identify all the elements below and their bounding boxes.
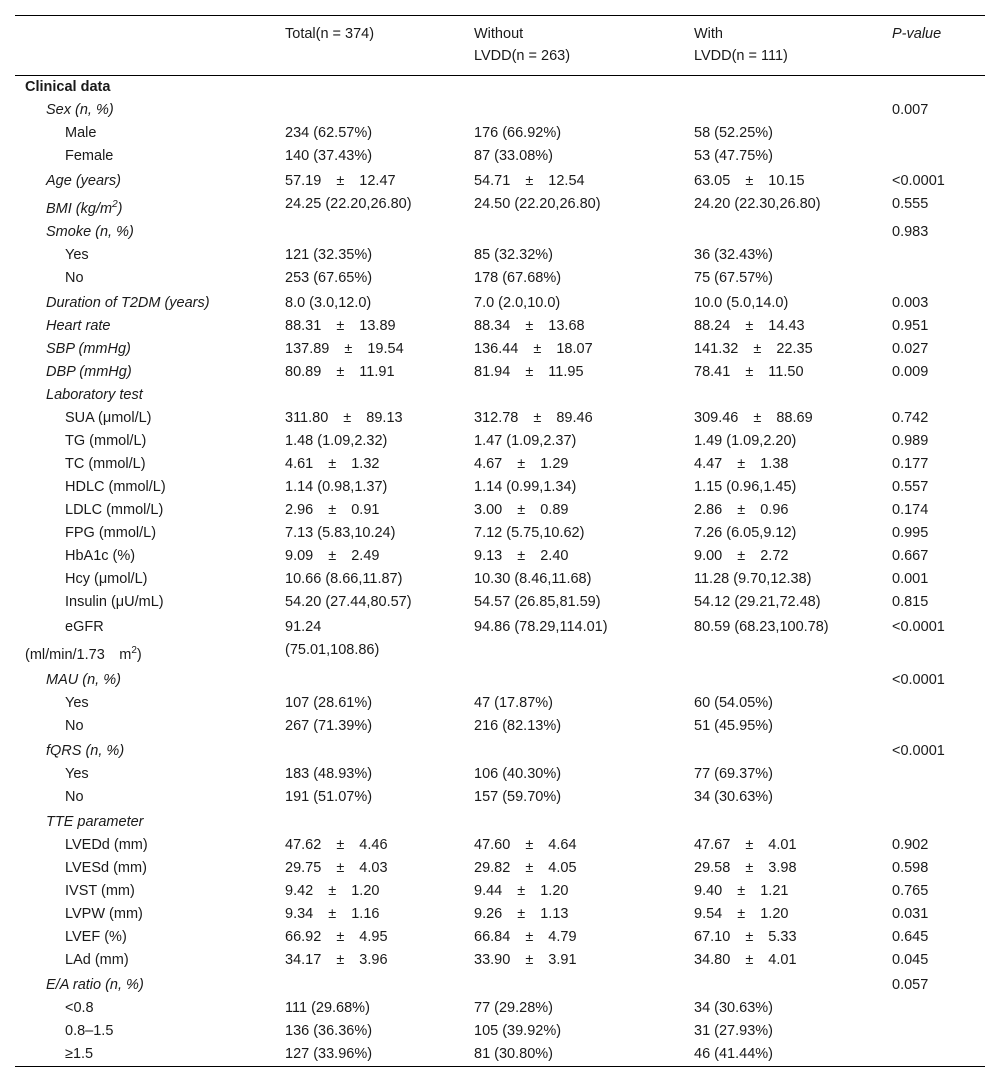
header-without-line2: LVDD(n = 263) <box>474 48 571 64</box>
cell-p: 0.045 <box>892 951 929 968</box>
clinical-characteristics-table-wrapper <box>15 15 985 1067</box>
cell-with: 58 (52.25%) <box>694 125 773 141</box>
cell-without: 7.0 (2.0,10.0) <box>474 294 561 311</box>
table-row <box>15 763 985 786</box>
header-total <box>281 16 470 76</box>
cell-without: 81.94 ± 11.95 <box>474 363 584 380</box>
cell-without: 66.84 ± 4.79 <box>474 928 577 945</box>
cell-p: <0.0001 <box>892 671 945 688</box>
cell-with: 309.46 ± 88.69 <box>694 409 813 426</box>
cell-p <box>888 763 985 786</box>
cell-p <box>888 715 985 738</box>
cell-total: 54.20 (27.44,80.57) <box>285 593 412 610</box>
cell-p: 0.951 <box>892 317 929 334</box>
cell-p <box>888 122 985 145</box>
cell-with <box>690 384 888 407</box>
row-label: Sex (n, %) <box>46 102 114 118</box>
cell-total: 183 (48.93%) <box>285 765 373 782</box>
cell-without: 9.13 ± 2.40 <box>474 547 569 564</box>
table-row <box>15 267 985 290</box>
cell-total: 7.13 (5.83,10.24) <box>285 524 396 541</box>
cell-p: 0.057 <box>892 976 929 993</box>
cell-with <box>690 972 888 997</box>
cell-total: 253 (67.65%) <box>285 269 373 286</box>
cell-total <box>281 99 470 122</box>
table-row <box>15 453 985 476</box>
cell-with: 24.20 (22.30,26.80) <box>694 196 821 212</box>
table-row <box>15 692 985 715</box>
table-row <box>15 1043 985 1067</box>
cell-p: 0.001 <box>892 570 929 587</box>
cell-with <box>690 738 888 763</box>
table-row <box>15 315 985 338</box>
cell-total <box>281 667 470 692</box>
table-row <box>15 614 985 667</box>
cell-with: 88.24 ± 14.43 <box>694 317 805 334</box>
cell-total: 9.34 ± 1.16 <box>285 905 380 922</box>
cell-p <box>888 145 985 168</box>
cell-without: 7.12 (5.75,10.62) <box>474 524 585 541</box>
cell-p: 0.027 <box>892 340 929 357</box>
cell-total: 34.17 ± 3.96 <box>285 951 388 968</box>
row-label: Male <box>65 125 97 141</box>
cell-with: 47.67 ± 4.01 <box>694 836 797 853</box>
row-label: No <box>65 269 84 286</box>
cell-with: 9.00 ± 2.72 <box>694 547 789 564</box>
cell-total <box>281 384 470 407</box>
cell-without: 9.44 ± 1.20 <box>474 882 569 899</box>
header-with-line2: LVDD(n = 111) <box>694 48 788 64</box>
cell-with: 34 (30.63%) <box>694 999 773 1016</box>
cell-total: 24.25 (22.20,26.80) <box>285 196 412 212</box>
cell-without: 29.82 ± 4.05 <box>474 859 577 876</box>
cell-total: 137.89 ± 19.54 <box>285 340 404 357</box>
row-label: fQRS (n, %) <box>46 742 125 759</box>
cell-without: 94.86 (78.29,114.01) <box>474 618 608 635</box>
cell-without: 47.60 ± 4.64 <box>474 836 577 853</box>
row-label: TG (mmol/L) <box>65 432 147 449</box>
cell-total: 234 (62.57%) <box>285 125 373 141</box>
cell-total: 127 (33.96%) <box>285 1045 373 1062</box>
cell-total: 4.61 ± 1.32 <box>285 455 380 472</box>
table-row <box>15 857 985 880</box>
cell-with <box>690 221 888 244</box>
cell-total: 8.0 (3.0,12.0) <box>285 294 372 311</box>
cell-p: 0.765 <box>892 882 929 899</box>
header-with-line1: With <box>694 26 723 42</box>
table-row <box>15 99 985 122</box>
cell-p <box>888 244 985 267</box>
row-label-line1: eGFR <box>65 618 104 635</box>
cell-with: 53 (47.75%) <box>694 148 773 164</box>
cell-without: 33.90 ± 3.91 <box>474 951 577 968</box>
row-label: LDLC (mmol/L) <box>65 501 164 518</box>
table-row <box>15 193 985 221</box>
cell-p <box>888 692 985 715</box>
cell-with: 10.0 (5.0,14.0) <box>694 294 789 311</box>
cell-with: 7.26 (6.05,9.12) <box>694 524 797 541</box>
cell-total: 9.09 ± 2.49 <box>285 547 380 564</box>
header-without-lvdd <box>470 16 690 76</box>
cell-total: 57.19 ± 12.47 <box>285 173 396 189</box>
table-row <box>15 338 985 361</box>
row-label: ≥1.5 <box>65 1045 94 1062</box>
row-label: HDLC (mmol/L) <box>65 478 166 495</box>
cell-without: 47 (17.87%) <box>474 694 553 711</box>
table-body <box>15 76 985 1067</box>
cell-p <box>888 267 985 290</box>
cell-total <box>281 809 470 834</box>
table-row <box>15 122 985 145</box>
cell-without <box>470 384 690 407</box>
cell-without: 10.30 (8.46,11.68) <box>474 570 592 587</box>
row-label: Heart rate <box>46 317 111 334</box>
clinical-characteristics-table <box>15 15 985 1067</box>
cell-with <box>690 667 888 692</box>
cell-p: 0.031 <box>892 905 929 922</box>
cell-with: 31 (27.93%) <box>694 1022 773 1039</box>
cell-without <box>470 667 690 692</box>
cell-total: 10.66 (8.66,11.87) <box>285 570 403 587</box>
table-row <box>15 949 985 972</box>
table-row <box>15 715 985 738</box>
cell-with: 67.10 ± 5.33 <box>694 928 797 945</box>
table-row <box>15 76 985 100</box>
row-label: Smoke (n, %) <box>46 223 134 240</box>
row-label: 0.8–1.5 <box>65 1022 114 1039</box>
table-row <box>15 168 985 193</box>
row-label: IVST (mm) <box>65 882 135 899</box>
table-header-row <box>15 16 985 76</box>
cell-without <box>470 76 690 100</box>
cell-p <box>888 384 985 407</box>
cell-with: 60 (54.05%) <box>694 694 773 711</box>
table-row <box>15 591 985 614</box>
cell-total: 140 (37.43%) <box>285 148 373 164</box>
row-label: E/A ratio (n, %) <box>46 976 144 993</box>
cell-total: 136 (36.36%) <box>285 1022 373 1039</box>
table-row <box>15 997 985 1020</box>
cell-total: 2.96 ± 0.91 <box>285 501 380 518</box>
cell-without: 85 (32.32%) <box>474 246 553 263</box>
row-label: BMI $(kg/m^2)$ <box>46 199 123 217</box>
cell-without <box>470 972 690 997</box>
cell-total: 1.48 (1.09,2.32) <box>285 432 388 449</box>
cell-with: 51 (45.95%) <box>694 717 773 734</box>
table-row <box>15 522 985 545</box>
cell-without <box>470 221 690 244</box>
cell-total: 267 (71.39%) <box>285 717 373 734</box>
cell-without: 312.78 ± 89.46 <box>474 409 593 426</box>
cell-p: <0.0001 <box>892 742 945 759</box>
table-row <box>15 290 985 315</box>
cell-total <box>281 221 470 244</box>
cell-total: 9.42 ± 1.20 <box>285 882 380 899</box>
cell-without: 54.71 ± 12.54 <box>474 173 585 189</box>
cell-with <box>690 76 888 100</box>
cell-without: 4.67 ± 1.29 <box>474 455 569 472</box>
cell-p: 0.009 <box>892 363 929 380</box>
cell-total: 311.80 ± 89.13 <box>285 409 403 426</box>
cell-with: 4.47 ± 1.38 <box>694 455 789 472</box>
table-row <box>15 926 985 949</box>
table-row <box>15 407 985 430</box>
cell-with <box>690 99 888 122</box>
row-label: SBP (mmHg) <box>46 340 131 357</box>
cell-p: 0.995 <box>892 524 929 541</box>
cell-total <box>281 76 470 100</box>
cell-without: 77 (29.28%) <box>474 999 553 1016</box>
table-row <box>15 809 985 834</box>
cell-p: 0.557 <box>892 478 929 495</box>
row-label: Yes <box>65 765 89 782</box>
cell-with: 36 (32.43%) <box>694 246 773 263</box>
row-label: FPG (mmol/L) <box>65 524 157 541</box>
row-label: LVESd (mm) <box>65 859 147 876</box>
cell-p: 0.003 <box>892 294 929 311</box>
cell-with: 11.28 (9.70,12.38) <box>694 570 812 587</box>
cell-with: 63.05 ± 10.15 <box>694 173 805 189</box>
row-label: LAd (mm) <box>65 951 129 968</box>
cell-total: 29.75 ± 4.03 <box>285 859 388 876</box>
cell-p <box>888 1020 985 1043</box>
cell-with: 34 (30.63%) <box>694 788 773 805</box>
cell-without: 136.44 ± 18.07 <box>474 340 593 357</box>
cell-without: 88.34 ± 13.68 <box>474 317 585 334</box>
cell-with: 78.41 ± 11.50 <box>694 363 804 380</box>
table-row <box>15 568 985 591</box>
cell-without <box>470 809 690 834</box>
cell-without: 176 (66.92%) <box>474 125 562 141</box>
header-p-value <box>888 16 985 76</box>
cell-without: 1.14 (0.99,1.34) <box>474 478 577 495</box>
table-row <box>15 786 985 809</box>
table-row <box>15 244 985 267</box>
cell-without: 216 (82.13%) <box>474 717 562 734</box>
row-label: TC (mmol/L) <box>65 455 146 472</box>
row-label: Female <box>65 148 114 164</box>
cell-with: 75 (67.57%) <box>694 269 773 286</box>
cell-with: 46 (41.44%) <box>694 1045 773 1062</box>
cell-p: 0.983 <box>892 223 929 240</box>
row-label-line2: (ml/min/1.73 $m^2$) <box>25 644 142 663</box>
cell-with: 29.58 ± 3.98 <box>694 859 797 876</box>
table-row <box>15 499 985 522</box>
cell-total: 1.14 (0.98,1.37) <box>285 478 388 495</box>
cell-with: 80.59 (68.23,100.78) <box>694 618 829 635</box>
table-row <box>15 545 985 568</box>
header-without-line1: Without <box>474 26 524 42</box>
row-label: Yes <box>65 246 89 263</box>
row-label: Duration of T2DM (years) <box>46 294 210 311</box>
cell-p: 0.598 <box>892 859 929 876</box>
cell-without <box>470 738 690 763</box>
cell-without: 157 (59.70%) <box>474 788 562 805</box>
cell-without: 178 (67.68%) <box>474 269 562 286</box>
table-row <box>15 972 985 997</box>
cell-with: 54.12 (29.21,72.48) <box>694 593 821 610</box>
cell-p: 0.174 <box>892 501 929 518</box>
table-row <box>15 384 985 407</box>
cell-without: 81 (30.80%) <box>474 1045 553 1062</box>
cell-with <box>690 809 888 834</box>
row-label: Yes <box>65 694 89 711</box>
header-variable <box>15 16 281 76</box>
cell-p: <0.0001 <box>892 618 945 635</box>
table-row <box>15 1020 985 1043</box>
cell-with: 141.32 ± 22.35 <box>694 340 813 357</box>
cell-with: 9.40 ± 1.21 <box>694 882 789 899</box>
row-label: MAU (n, %) <box>46 671 121 688</box>
cell-total: 66.92 ± 4.95 <box>285 928 388 945</box>
cell-without: 3.00 ± 0.89 <box>474 501 569 518</box>
row-label: HbA1c (%) <box>65 547 136 564</box>
table-row <box>15 361 985 384</box>
cell-p: 0.902 <box>892 836 929 853</box>
cell-p: 0.742 <box>892 409 929 426</box>
table-row <box>15 221 985 244</box>
cell-with: 1.15 (0.96,1.45) <box>694 478 797 495</box>
cell-total: 107 (28.61%) <box>285 694 373 711</box>
row-label: TTE parameter <box>46 813 144 830</box>
row-label: <0.8 <box>65 999 94 1016</box>
cell-p: 0.007 <box>892 102 929 118</box>
cell-with: 77 (69.37%) <box>694 765 773 782</box>
table-row <box>15 667 985 692</box>
cell-p <box>888 76 985 100</box>
cell-total: 88.31 ± 13.89 <box>285 317 396 334</box>
row-label: Hcy (μmol/L) <box>65 570 148 587</box>
row-label: SUA (μmol/L) <box>65 409 152 426</box>
header-total-label: Total(n = 374) <box>285 26 375 42</box>
cell-p: 0.177 <box>892 455 929 472</box>
header-p-label: P-value <box>892 26 942 42</box>
cell-without <box>470 99 690 122</box>
cell-total: 80.89 ± 11.91 <box>285 363 395 380</box>
table-row <box>15 738 985 763</box>
row-label: LVEDd (mm) <box>65 836 148 853</box>
cell-total: 191 (51.07%) <box>285 788 373 805</box>
row-label: DBP (mmHg) <box>46 363 132 380</box>
row-label: LVPW (mm) <box>65 905 143 922</box>
cell-p <box>888 809 985 834</box>
table-row <box>15 834 985 857</box>
row-label: Clinical data <box>25 79 111 95</box>
row-label: No <box>65 717 84 734</box>
cell-p: <0.0001 <box>892 173 945 189</box>
cell-without: 54.57 (26.85,81.59) <box>474 593 601 610</box>
cell-p: 0.815 <box>892 593 929 610</box>
cell-p <box>888 1043 985 1067</box>
cell-p: 0.667 <box>892 547 929 564</box>
cell-total <box>281 972 470 997</box>
cell-with: 2.86 ± 0.96 <box>694 501 789 518</box>
cell-p: 0.989 <box>892 432 929 449</box>
table-row <box>15 880 985 903</box>
table-row <box>15 903 985 926</box>
cell-total: 111 (29.68%) <box>285 999 370 1016</box>
table-row <box>15 430 985 453</box>
table-row <box>15 476 985 499</box>
cell-without: 106 (40.30%) <box>474 765 562 782</box>
cell-p: 0.645 <box>892 928 929 945</box>
header-with-lvdd <box>690 16 888 76</box>
cell-total: 91.24 (75.01,108.86) <box>285 618 380 658</box>
cell-with: 1.49 (1.09,2.20) <box>694 432 797 449</box>
cell-with: 34.80 ± 4.01 <box>694 951 797 968</box>
cell-without: 9.26 ± 1.13 <box>474 905 569 922</box>
cell-p <box>888 997 985 1020</box>
cell-with: 9.54 ± 1.20 <box>694 905 789 922</box>
table-row <box>15 145 985 168</box>
cell-without: 87 (33.08%) <box>474 148 553 164</box>
row-label: LVEF (%) <box>65 928 127 945</box>
cell-total <box>281 738 470 763</box>
cell-without: 105 (39.92%) <box>474 1022 562 1039</box>
cell-without: 1.47 (1.09,2.37) <box>474 432 577 449</box>
row-label <box>15 614 281 667</box>
cell-p: 0.555 <box>892 196 929 212</box>
cell-total: 121 (32.35%) <box>285 246 373 263</box>
row-label: Laboratory test <box>46 386 143 403</box>
row-label: No <box>65 788 84 805</box>
cell-without: 24.50 (22.20,26.80) <box>474 196 601 212</box>
cell-p <box>888 786 985 809</box>
row-label: Age (years) <box>46 173 121 189</box>
cell-total: 47.62 ± 4.46 <box>285 836 388 853</box>
row-label: Insulin (μU/mL) <box>65 593 164 610</box>
